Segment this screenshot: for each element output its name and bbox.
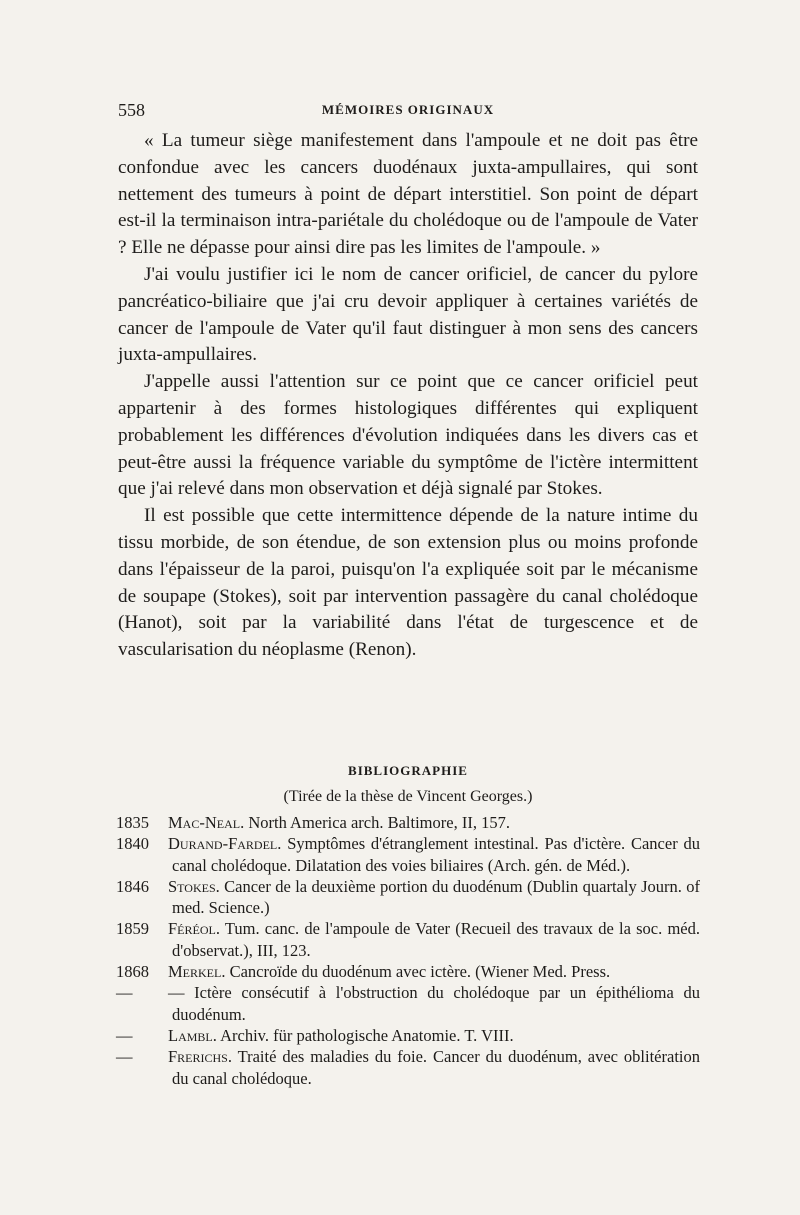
entry-author: — (168, 983, 185, 1003)
entry-year: 1859 (116, 919, 149, 939)
bibliography-entry (116, 812, 700, 833)
entry-text: Traité des maladies du foie. Cancer du duodénum, avec oblitération du canal cholédoque. (172, 1047, 700, 1088)
entry-author: Durand-Fardel. (168, 834, 282, 854)
entry-author: Féréol. (168, 919, 220, 939)
entry-author: Stokes. (168, 876, 220, 896)
paragraph: « La tumeur siège manifestement dans l'ampoule et ne doit pas être confondue avec les cancers duodénaux juxta-ampullaires, qui sont nettement des tumeurs à point de départ interstitiel. Son point de départ est-il la terminaison intra-pariétale du cholédoque ou de l'ampoule de Vater ? Elle ne dépasse pour ainsi dire pas les limites de l'ampoule. » (118, 130, 698, 259)
bibliography-entry (116, 961, 700, 982)
entry-author: Frerichs. (168, 1047, 232, 1067)
entry-year: 1846 (116, 876, 149, 896)
entry-text: North America arch. Baltimore, II, 157. (244, 813, 510, 832)
entry-text: Symptômes d'étranglement intestinal. Pas d'ictère. Cancer du canal cholédoque. Dilatation des voies biliaires (Arch. gén. de Méd.). (172, 834, 700, 875)
paragraph: J'appelle aussi l'attention sur ce point que ce cancer orificiel peut appartenir à des formes histologiques différentes qui expliquent probablement les différences d'évolution indiquées dans les divers cas et peut-être aussi la fréquence variable du symptôme de l'ictère intermittent que j'ai relevé dans mon observation et déjà signalé par Stokes. (118, 371, 698, 500)
entry-text: Cancer de la deuxième portion du duodénum (Dublin quartaly Journ. of med. Science.) (172, 876, 700, 918)
entry-year: 1868 (116, 962, 149, 982)
body-text (118, 128, 698, 664)
running-title: MÉMOIRES ORIGINAUX (321, 102, 495, 117)
entry-author: Lambl. (168, 1025, 217, 1045)
entry-text: Ictère consécutif à l'obstruction du cholédoque par un épithélioma du duodénum. (172, 983, 700, 1024)
entry-text: Tum. canc. de l'ampoule de Vater (Recueil des travaux de la soc. méd. d'observat.), III, 123. (172, 919, 700, 960)
entry-text: Cancroïde du duodénum avec ictère. (Wiener Med. Press. (225, 962, 611, 982)
bibliography-entry (116, 982, 700, 1025)
paragraph: J'ai voulu justifier ici le nom de cancer orificiel, de cancer du pylore pancréatico-biliaire que j'ai cru devoir appliquer à certaines variétés de cancer de l'ampoule de Vater qu'il faut distinguer à mon sens des cancers juxta-ampullaires. (118, 263, 698, 366)
bibliography-entry (116, 876, 700, 919)
bibliography-entry (116, 1046, 700, 1089)
entry-author: Merkel. (168, 962, 226, 982)
bibliography-entry (116, 918, 700, 961)
bibliography-subtitle: (Tirée de la thèse de Vincent Georges.) (283, 788, 533, 805)
entry-year: — (116, 1047, 133, 1067)
paragraph: Il est possible que cette intermittence dépende de la nature intime du tissu morbide, de son étendue, de son extension plus ou moins profonde dans l'épaisseur de la paroi, puisqu'on l'a expliquée soit par le mécanisme de soupape (Stokes), soit par intervention passagère du canal cholédoque (Hanot), soit par la variabilité dans l'état de turgescence et de vascularisation du néoplasme (Renon). (118, 505, 698, 661)
page-number: 558 (118, 100, 145, 120)
bibliography-entry (116, 833, 700, 876)
bibliography-entry (116, 1025, 700, 1046)
entry-year: 1835 (116, 813, 149, 832)
entry-year: — (116, 983, 133, 1003)
entry-year: — (116, 1025, 133, 1045)
entry-text: Archiv. für pathologische Anatomie. T. VIII. (216, 1025, 514, 1045)
page-header (118, 100, 698, 126)
entry-year: 1840 (116, 834, 149, 854)
bibliography-list (116, 812, 700, 1089)
entry-author: Mac-Neal. (168, 813, 245, 832)
bibliography-title: BIBLIOGRAPHIE (348, 763, 468, 778)
